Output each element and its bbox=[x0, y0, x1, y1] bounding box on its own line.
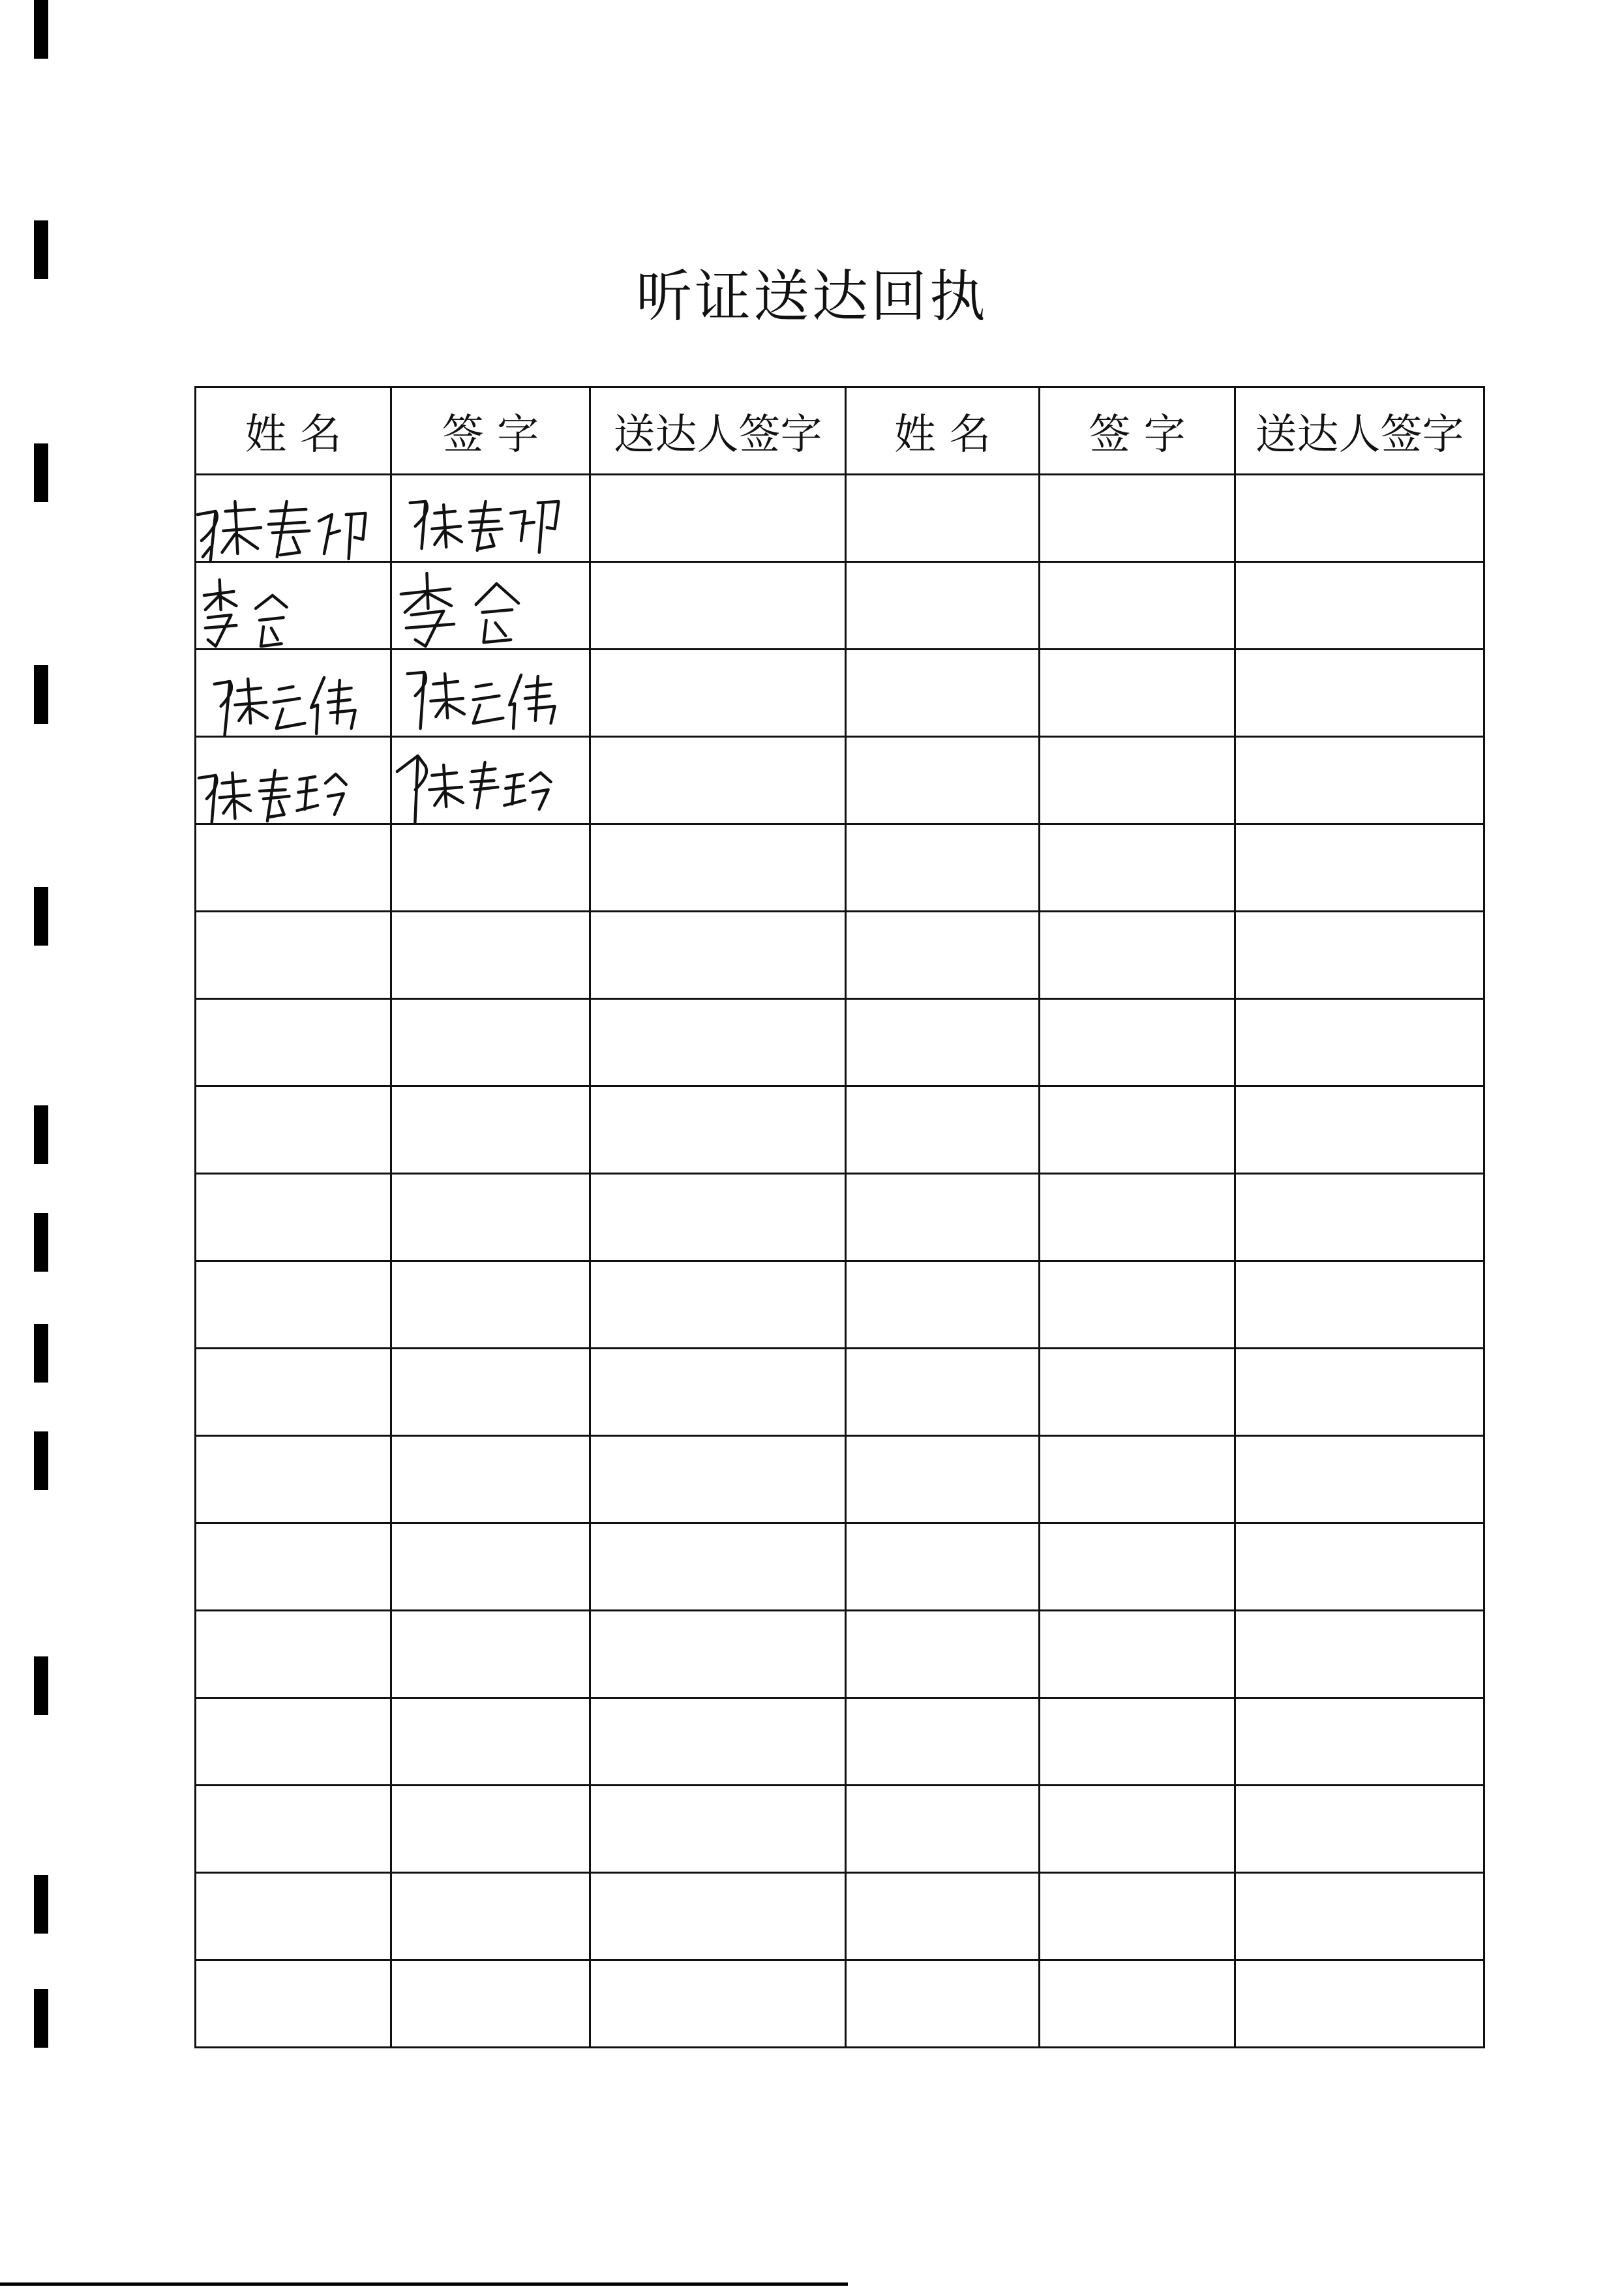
sender-signature-cell bbox=[1235, 824, 1484, 912]
signature-cell bbox=[391, 1261, 590, 1349]
sender-signature-cell bbox=[1235, 562, 1484, 650]
signature-cell bbox=[1040, 912, 1235, 999]
sender-signature-cell bbox=[590, 1436, 846, 1523]
sender-signature-cell bbox=[1235, 1261, 1484, 1349]
signature-cell bbox=[391, 912, 590, 999]
signature-cell bbox=[391, 1960, 590, 2048]
signature-cell bbox=[391, 1611, 590, 1698]
sender-signature-cell bbox=[1235, 1349, 1484, 1436]
sender-signature-cell bbox=[590, 999, 846, 1086]
name-cell bbox=[196, 1873, 391, 1960]
name-cell bbox=[196, 650, 391, 737]
signature-cell bbox=[391, 1436, 590, 1523]
punch-hole bbox=[34, 0, 48, 59]
column-header: 姓 名 bbox=[846, 387, 1040, 475]
handwritten-name bbox=[196, 650, 390, 736]
table-row bbox=[196, 737, 1484, 824]
table-row bbox=[196, 1960, 1484, 2048]
handwritten-signature bbox=[392, 475, 589, 561]
handwritten-signature bbox=[392, 563, 589, 648]
signature-cell bbox=[1040, 824, 1235, 912]
column-header: 送达人签字 bbox=[1235, 387, 1484, 475]
handwritten-name bbox=[196, 738, 390, 823]
table-row bbox=[196, 1611, 1484, 1698]
sender-signature-cell bbox=[1235, 475, 1484, 562]
name-cell bbox=[196, 1261, 391, 1349]
sender-signature-cell bbox=[590, 824, 846, 912]
name-cell bbox=[196, 1698, 391, 1786]
name-cell bbox=[846, 1349, 1040, 1436]
table-row bbox=[196, 562, 1484, 650]
name-cell bbox=[846, 1698, 1040, 1786]
name-cell bbox=[846, 1086, 1040, 1174]
name-cell bbox=[196, 912, 391, 999]
sender-signature-cell bbox=[590, 1873, 846, 1960]
sender-signature-cell bbox=[590, 1349, 846, 1436]
sender-signature-cell bbox=[590, 475, 846, 562]
table-row bbox=[196, 824, 1484, 912]
signature-cell bbox=[1040, 1349, 1235, 1436]
column-header: 送达人签字 bbox=[590, 387, 846, 475]
signature-cell bbox=[1040, 650, 1235, 737]
signature-cell bbox=[1040, 1698, 1235, 1786]
sender-signature-cell bbox=[1235, 1174, 1484, 1261]
punch-hole bbox=[34, 1324, 48, 1383]
signature-cell bbox=[1040, 1436, 1235, 1523]
signature-cell bbox=[391, 1786, 590, 1873]
column-header: 姓 名 bbox=[196, 387, 391, 475]
signature-cell bbox=[391, 737, 590, 824]
table-row bbox=[196, 1086, 1484, 1174]
name-cell bbox=[196, 1349, 391, 1436]
punch-hole bbox=[34, 1989, 48, 2048]
sender-signature-cell bbox=[590, 650, 846, 737]
sender-signature-cell bbox=[590, 737, 846, 824]
sender-signature-cell bbox=[1235, 999, 1484, 1086]
signature-cell bbox=[1040, 999, 1235, 1086]
punch-hole bbox=[34, 1105, 48, 1164]
name-cell bbox=[846, 1960, 1040, 2048]
column-header: 签 字 bbox=[1040, 387, 1235, 475]
sender-signature-cell bbox=[1235, 737, 1484, 824]
sender-signature-cell bbox=[590, 1698, 846, 1786]
sender-signature-cell bbox=[1235, 1873, 1484, 1960]
sender-signature-cell bbox=[590, 1086, 846, 1174]
punch-hole bbox=[34, 665, 48, 724]
signature-cell bbox=[391, 824, 590, 912]
punch-hole bbox=[34, 1656, 48, 1715]
signature-cell bbox=[1040, 1873, 1235, 1960]
name-cell bbox=[846, 1786, 1040, 1873]
scan-edge-line bbox=[0, 2282, 848, 2286]
signature-cell bbox=[391, 650, 590, 737]
signature-cell bbox=[1040, 1261, 1235, 1349]
name-cell bbox=[196, 999, 391, 1086]
column-header: 签 字 bbox=[391, 387, 590, 475]
name-cell bbox=[846, 475, 1040, 562]
table-row bbox=[196, 1523, 1484, 1611]
table-row bbox=[196, 1786, 1484, 1873]
name-cell bbox=[196, 1786, 391, 1873]
table-row bbox=[196, 475, 1484, 562]
signature-cell bbox=[1040, 1786, 1235, 1873]
signature-cell bbox=[391, 475, 590, 562]
signature-cell bbox=[391, 1873, 590, 1960]
sender-signature-cell bbox=[590, 562, 846, 650]
sender-signature-cell bbox=[1235, 1960, 1484, 2048]
signature-cell bbox=[1040, 737, 1235, 824]
name-cell bbox=[196, 1086, 391, 1174]
signature-cell bbox=[1040, 475, 1235, 562]
signature-cell bbox=[391, 1174, 590, 1261]
signature-cell bbox=[1040, 1960, 1235, 2048]
name-cell bbox=[196, 1174, 391, 1261]
sender-signature-cell bbox=[590, 1960, 846, 2048]
header-row bbox=[196, 387, 1484, 475]
table-row bbox=[196, 912, 1484, 999]
table-row bbox=[196, 1261, 1484, 1349]
sender-signature-cell bbox=[1235, 1611, 1484, 1698]
name-cell bbox=[196, 1960, 391, 2048]
signature-cell bbox=[391, 1698, 590, 1786]
table-row bbox=[196, 1349, 1484, 1436]
table-row bbox=[196, 1698, 1484, 1786]
signature-cell bbox=[1040, 1523, 1235, 1611]
sender-signature-cell bbox=[1235, 912, 1484, 999]
signature-cell bbox=[391, 562, 590, 650]
name-cell bbox=[196, 824, 391, 912]
punch-hole bbox=[34, 1431, 48, 1490]
name-cell bbox=[846, 1174, 1040, 1261]
signature-cell bbox=[1040, 1174, 1235, 1261]
name-cell bbox=[846, 1436, 1040, 1523]
handwritten-name bbox=[196, 475, 390, 561]
signature-cell bbox=[1040, 562, 1235, 650]
sender-signature-cell bbox=[590, 1261, 846, 1349]
name-cell bbox=[846, 1873, 1040, 1960]
name-cell bbox=[846, 1523, 1040, 1611]
table-row bbox=[196, 1873, 1484, 1960]
name-cell bbox=[196, 1611, 391, 1698]
name-cell bbox=[846, 562, 1040, 650]
table-row bbox=[196, 1436, 1484, 1523]
sender-signature-cell bbox=[1235, 1086, 1484, 1174]
document-title: 听证送达回执 bbox=[636, 264, 988, 329]
sender-signature-cell bbox=[590, 1174, 846, 1261]
sender-signature-cell bbox=[1235, 650, 1484, 737]
sender-signature-cell bbox=[1235, 1698, 1484, 1786]
name-cell bbox=[196, 1523, 391, 1611]
sender-signature-cell bbox=[1235, 1523, 1484, 1611]
sender-signature-cell bbox=[590, 1786, 846, 1873]
name-cell bbox=[196, 737, 391, 824]
punch-hole bbox=[34, 443, 48, 502]
sender-signature-cell bbox=[590, 1611, 846, 1698]
name-cell bbox=[846, 824, 1040, 912]
handwritten-name bbox=[196, 563, 390, 648]
name-cell bbox=[846, 737, 1040, 824]
signature-cell bbox=[391, 999, 590, 1086]
sender-signature-cell bbox=[590, 1523, 846, 1611]
name-cell bbox=[196, 475, 391, 562]
name-cell bbox=[846, 1261, 1040, 1349]
punch-hole bbox=[34, 887, 48, 946]
name-cell bbox=[196, 1436, 391, 1523]
handwritten-signature bbox=[392, 738, 589, 823]
signature-cell bbox=[391, 1523, 590, 1611]
signature-cell bbox=[1040, 1086, 1235, 1174]
name-cell bbox=[846, 1611, 1040, 1698]
sender-signature-cell bbox=[590, 912, 846, 999]
name-cell bbox=[846, 912, 1040, 999]
signature-cell bbox=[391, 1086, 590, 1174]
punch-hole bbox=[34, 1213, 48, 1272]
receipt-table bbox=[194, 386, 1485, 2048]
sender-signature-cell bbox=[1235, 1786, 1484, 1873]
signature-cell bbox=[1040, 1611, 1235, 1698]
signature-cell bbox=[391, 1349, 590, 1436]
handwritten-signature bbox=[392, 650, 589, 736]
name-cell bbox=[196, 562, 391, 650]
name-cell bbox=[846, 650, 1040, 737]
punch-hole bbox=[34, 1875, 48, 1934]
table-row bbox=[196, 650, 1484, 737]
sender-signature-cell bbox=[1235, 1436, 1484, 1523]
table-row bbox=[196, 999, 1484, 1086]
table-row bbox=[196, 1174, 1484, 1261]
name-cell bbox=[846, 999, 1040, 1086]
